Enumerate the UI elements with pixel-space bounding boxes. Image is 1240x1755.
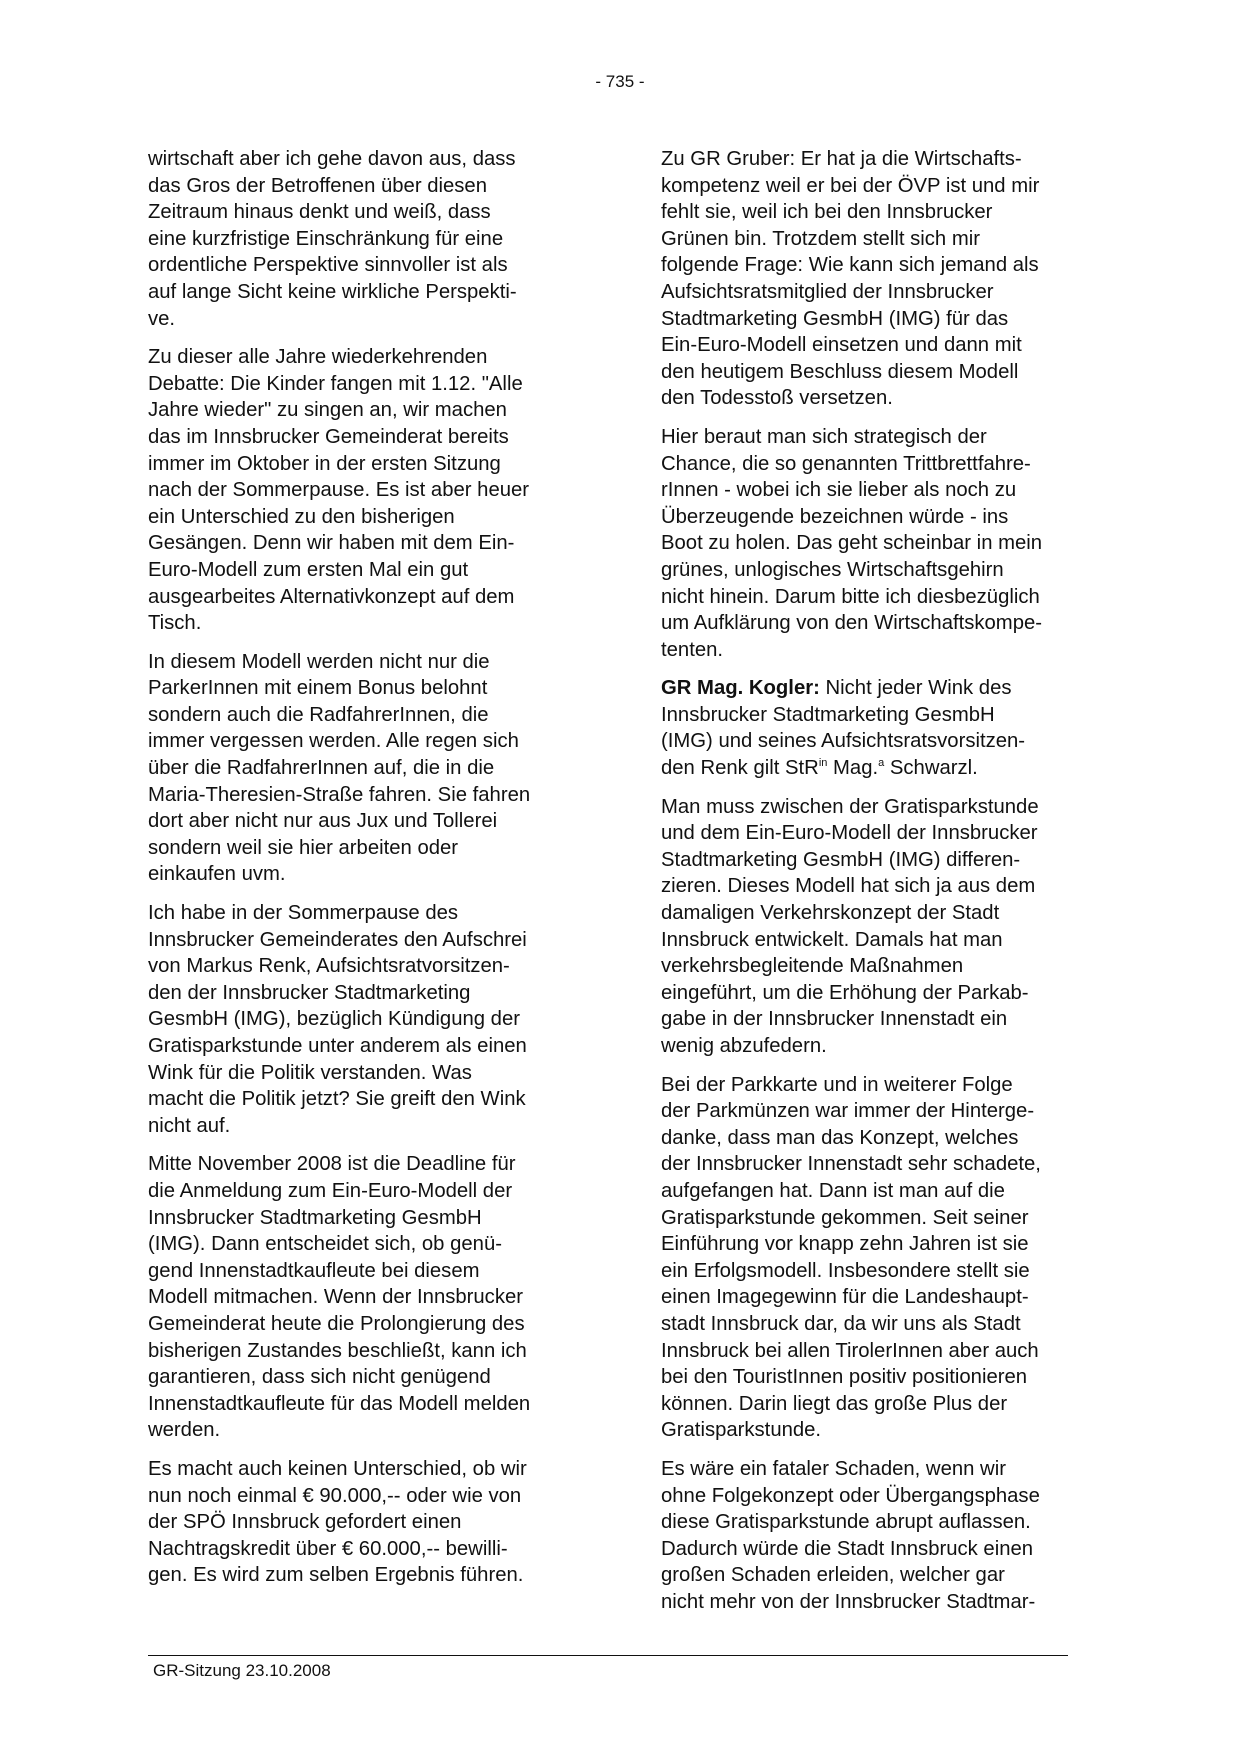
paragraph: Es macht auch keinen Unterschied, ob wir nun noch einmal € 90.000,-- oder wie von der SPÖ Innsbruck gefordert einen Nachtragskredit über € 60.000,-- bewilli- gen. Es wird zum selben Ergebnis führen. xyxy=(148,1457,527,1587)
paragraph: Zu GR Gruber: Er hat ja die Wirtschafts- kompetenz weil er bei der ÖVP ist und mir fehlt sie, weil ich bei den Innsbrucker Grünen bin. Trotzdem stellt sich mir folgende Frage: Wie kann sich jemand als Aufsichtsratsmitglied der Innsbrucker Stadtmarketing GesmbH (IMG) für das Ein-Euro-Modell einsetzen und dann mit den heutigem Beschluss diesem Modell den Todesstoß versetzen. xyxy=(661,148,1040,410)
paragraph: Man muss zwischen der Gratisparkstunde und dem Ein-Euro-Modell der Innsbrucker Stadtmarketing GesmbH (IMG) differen- zieren. Dieses Modell hat sich ja aus dem damaligen Verkehrskonzept der Stadt Innsbruck entwickelt. Damals hat man verkehrsbegleitende Maßnahmen eingeführt, um die Erhöhung der Parkab- gabe in der Innsbrucker Innenstadt ein wenig abzufedern. xyxy=(661,795,1039,1057)
paragraph: Bei der Parkkarte und in weiterer Folge der Parkmünzen war immer der Hinterge- danke, dass man das Konzept, welches der Innsbrucker Innenstadt sehr schadete, aufgefangen hat. Dann ist man auf die Gratisparkstunde gekommen. Seit seiner Einführung vor knapp zehn Jahren ist sie ein Erfolgsmodell. Insbesondere stellt sie einen Imagegewinn für die Landeshaupt- stadt Innsbruck dar, da wir uns als Stadt Innsbruck bei allen TirolerInnen aber auch bei den TouristInnen positiv positionieren können. Darin liegt das große Plus der Gratisparkstunde. xyxy=(661,1073,1041,1442)
footer-divider xyxy=(148,1655,1068,1656)
paragraph: In diesem Modell werden nicht nur die ParkerInnen mit einem Bonus belohnt sondern auch die RadfahrerInnen, die immer vergessen werden. Alle regen sich über die RadfahrerInnen auf, die in die Maria-Theresien-Straße fahren. Sie fahren dort aber nicht nur aus Jux und Tollerei sondern weil sie hier arbeiten oder einkaufen uvm. xyxy=(148,650,531,886)
superscript: in xyxy=(818,757,828,770)
speaker-text: Schwarzl. xyxy=(884,757,978,780)
paragraph: wirtschaft aber ich gehe davon aus, dass das Gros der Betroffenen über diesen Zeitraum hinaus denkt und weiß, dass eine kurzfristige Einschränkung für eine ordentliche Perspektive sinnvoller ist als auf lange Sicht keine wirkliche Perspekti- ve. xyxy=(148,148,517,330)
paragraph: Mitte November 2008 ist die Deadline für die Anmeldung zum Ein-Euro-Modell der Innsbrucker Stadtmarketing GesmbH (IMG). Dann entscheidet sich, ob genü- gend Innenstadtkaufleute bei diesem Modell mitmachen. Wenn der Innsbrucker Gemeinderat heute die Prolongierung des bisherigen Zustandes beschließt, kann ich garantieren, dass sich nicht genügend Innenstadtkaufleute für das Modell melden werden. xyxy=(148,1153,531,1442)
paragraph: Hier beraut man sich strategisch der Chance, die so genannten Trittbrettfahre- rInnen - wobei ich sie lieber als noch zu Überzeugende bezeichnen würde - ins Boot zu holen. Das geht scheinbar in mein grünes, unlogisches Wirtschaftsgehirn nicht hinein. Darum bitte ich diesbezüglich um Aufklärung von den Wirtschaftskompe- tenten. xyxy=(661,425,1043,661)
left-column xyxy=(148,146,586,1601)
paragraph: Zu dieser alle Jahre wiederkehrenden Debatte: Die Kinder fangen mit 1.12. "Alle Jahre wieder" zu singen an, wir machen das im Innsbrucker Gemeinderat bereits immer im Oktober in der ersten Sitzung nach der Sommerpause. Es ist aber heuer ein Unterschied zu den bisherigen Gesängen. Denn wir haben mit dem Ein- Euro-Modell zum ersten Mal ein gut ausgearbeites Alternativkonzept auf dem Tisch. xyxy=(148,346,530,635)
paragraph: Es wäre ein fataler Schaden, wenn wir ohne Folgekonzept oder Übergangsphase diese Gratisparkstunde abrupt auflassen. Dadurch würde die Stadt Innsbruck einen großen Schaden erleiden, welcher gar nicht mehr von der Innsbrucker Stadtmar- xyxy=(661,1457,1040,1613)
paragraph: Ich habe in der Sommerpause des Innsbrucker Gemeinderates den Aufschrei von Markus Renk, Aufsichtsratvorsitzen- den der Innsbrucker Stadtmarketing GesmbH (IMG), bezüglich Kündigung der Gratisparkstunde unter anderem als einen Wink für die Politik verstanden. Was macht die Politik jetzt? Sie greift den Wink nicht auf. xyxy=(148,902,527,1137)
speaker-paragraph xyxy=(661,675,1099,781)
page-number: - 735 - xyxy=(595,72,645,91)
footer-session: GR-Sitzung 23.10.2008 xyxy=(153,1661,331,1680)
speaker-label: GR Mag. Kogler: xyxy=(661,677,820,700)
speaker-text: Mag. xyxy=(827,757,879,780)
superscript: a xyxy=(878,757,885,770)
right-column xyxy=(661,146,1099,1627)
speaker-text: Nicht jeder Wink des Innsbrucker Stadtmarketing GesmbH (IMG) und seines Aufsichtsratsvorsitzen- den Renk gilt StR xyxy=(661,677,1026,780)
